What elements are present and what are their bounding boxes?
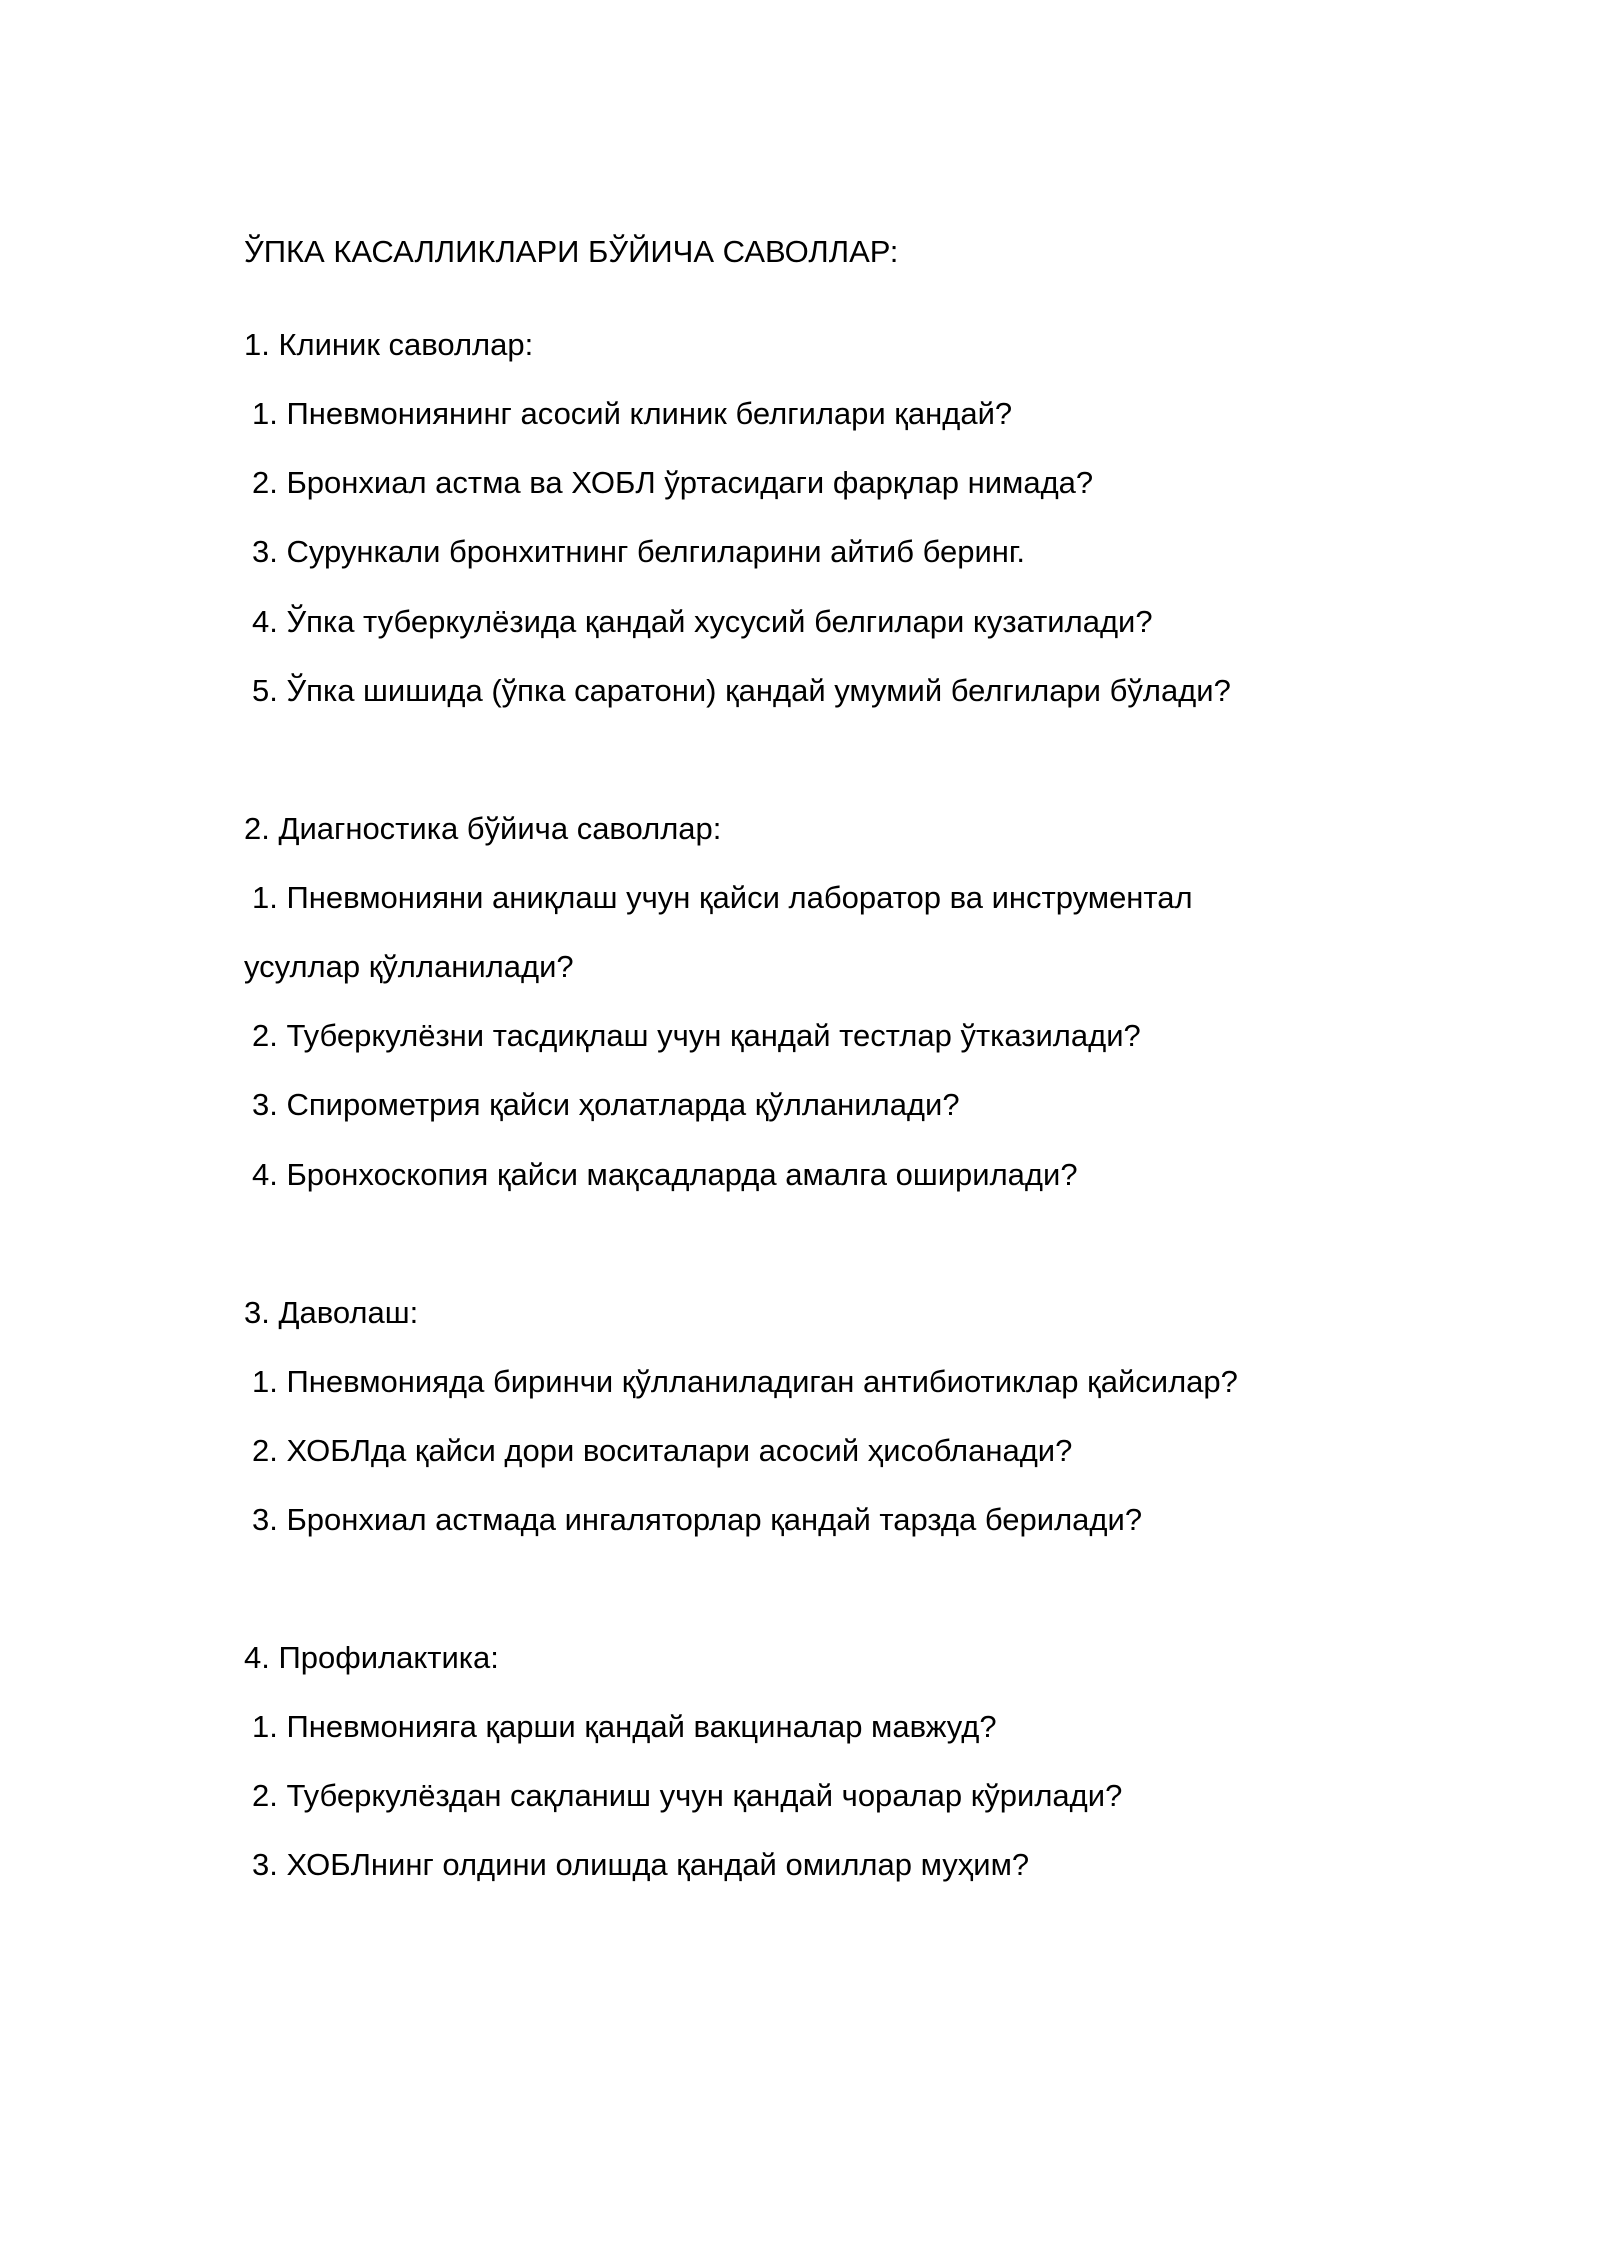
section-heading-prevention: 4. Профилактика: [244, 1640, 499, 1675]
question-item: 1. Пневмонияда биринчи қўлланиладиган антибиотиклар қайсилар? [252, 1364, 1238, 1399]
question-item: 3. Сурункали бронхитнинг белгиларини айтиб беринг. [252, 534, 1026, 569]
question-item: 1. Пневмонияни аниқлаш учун қайси лаборатор ва инструментал [252, 880, 1193, 915]
question-item: 2. Туберкулёздан сақланиш учун қандай чоралар кўрилади? [252, 1778, 1123, 1813]
question-item: 3. Бронхиал астмада ингаляторлар қандай тарзда берилади? [252, 1502, 1143, 1537]
question-item: 2. Бронхиал астма ва ХОБЛ ўртасидаги фарқлар нимада? [252, 465, 1094, 500]
section-heading-treatment: 3. Даволаш: [244, 1295, 419, 1330]
question-item: 2. ХОБЛда қайси дори воситалари асосий ҳисобланади? [252, 1433, 1073, 1468]
section-heading-clinical: 1. Клиник саволлар: [244, 327, 534, 362]
question-item: 1. Пневмонияга қарши қандай вакциналар мавжуд? [252, 1709, 997, 1744]
question-item: 2. Туберкулёзни тасдиқлаш учун қандай тестлар ўтказилади? [252, 1018, 1141, 1053]
question-item: 3. Спирометрия қайси ҳолатларда қўлланилади? [252, 1087, 960, 1122]
question-item: 4. Бронхоскопия қайси мақсадларда амалга оширилади? [252, 1157, 1078, 1192]
document-title: ЎПКА КАСАЛЛИКЛАРИ БЎЙИЧА САВОЛЛАР: [244, 234, 899, 269]
question-item: 5. Ўпка шишида (ўпка саратони) қандай умумий белгилари бўлади? [252, 673, 1231, 708]
question-item: 4. Ўпка туберкулёзида қандай хусусий белгилари кузатилади? [252, 604, 1153, 639]
question-item: 1. Пневмониянинг асосий клиник белгилари қандай? [252, 396, 1013, 431]
section-heading-diagnostics: 2. Диагностика бўйича саволлар: [244, 811, 722, 846]
question-item: 3. ХОБЛнинг олдини олишда қандай омиллар муҳим? [252, 1847, 1030, 1882]
question-item-continuation: усуллар қўлланилади? [244, 949, 574, 984]
